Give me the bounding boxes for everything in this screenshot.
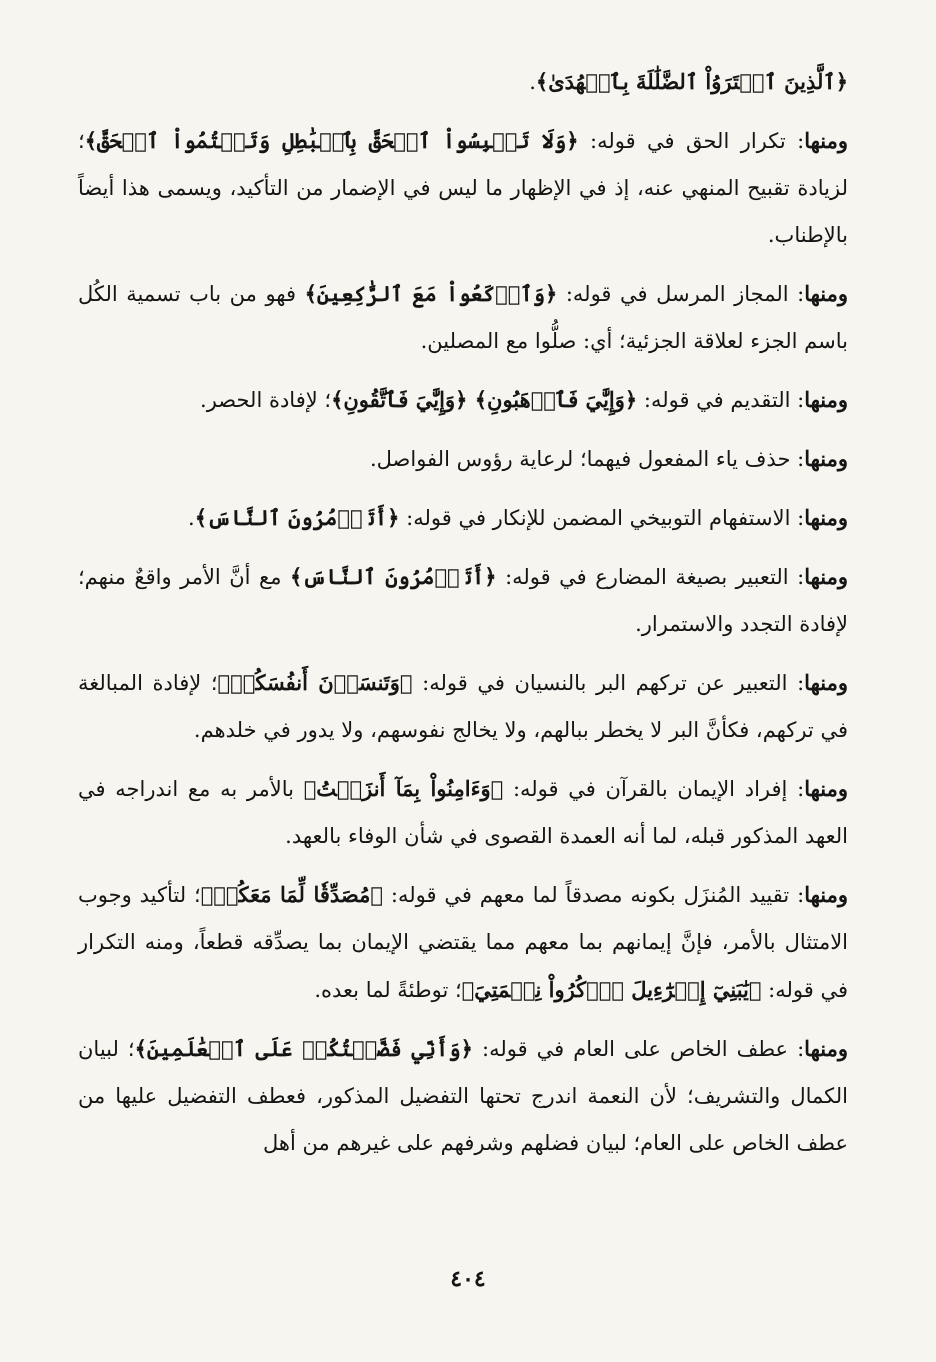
commentary-text: : التعبير بصيغة المضارع في قوله: [496,565,805,589]
paragraph-spacer [78,365,848,376]
commentary-text: . [529,70,536,94]
commentary-text: : حذف ياء المفعول فيهما؛ لرعاية رؤوس الفواصل. [369,447,805,471]
paragraph-lead-word: ومنها [804,128,848,153]
commentary-text: : تكرار الحق في قوله: [578,129,805,153]
paragraph-spacer [78,259,848,270]
page-number: ٤٠٤ [450,1266,486,1292]
commentary-text: ؛ لبيان الكمال والتشريف؛ لأن النعمة اندرج تحتها التفضيل المذكور، فعطف التفضيل عليها من عطف الخاص على العام؛ لبيان فضلهم وشرفهم على غيرهم من أهل [78,1037,848,1155]
paragraph-lead-word: ومنها [804,564,849,589]
commentary-text: : إفراد الإيمان بالقرآن في قوله: [503,777,805,801]
commentary-text: فهو من باب تسمية الكُل باسم الجزء لعلاقة الجزئية؛ أي: صلُّوا مع المصلين. [78,282,848,353]
continued-verse-line [78,58,848,106]
quran-verse-quote: ﴿أَتَأۡمُرُونَ ٱلنَّاسَ﴾ [194,505,400,530]
quran-verse-quote: ﴿يَٰبَنِيٓ إِسۡرَٰٓءِيلَ ٱذۡكُرُواْ نِعۡمَتِيَ﴾ [461,977,762,1002]
paragraph [78,494,848,542]
commentary-text: مع أنَّ الأمر واقعٌ منهم؛ لإفادة التجدد والاستمرار. [78,565,848,636]
paragraph-spacer [78,106,848,117]
quran-verse-quote: ﴿وَءَامِنُواْ بِمَآ أَنزَلۡتُ﴾ [303,776,504,801]
paragraph [78,117,848,259]
commentary-text: : الاستفهام التوبيخي المضمن للإنكار في قوله: [399,506,805,530]
paragraph-spacer [78,483,848,494]
paragraph-spacer [78,542,848,553]
quran-verse-quote: ﴿مُصَدِّقٗا لِّمَا مَعَكُمۡ﴾ [200,882,383,907]
paragraph-spacer [78,754,848,765]
paragraph-lead-word: ومنها [804,882,848,907]
quran-verse-quote: ﴿وَتَنسَوۡنَ أَنفُسَكُمۡ﴾ [217,670,413,695]
paragraph [78,553,848,648]
commentary-text: ؛ لزيادة تقبيح المنهي عنه، إذ في الإظهار ما ليس في الإضمار من التأكيد، ويسمى هذا أيضاً بالإطناب. [78,129,848,247]
paragraph-lead-word: ومنها [804,670,848,695]
quran-verse-quote: ﴿وَلَا تَلۡبِسُواْ ٱلۡحَقَّ بِٱلۡبَٰطِلِ وَتَكۡتُمُواْ ٱلۡحَقَّ﴾ [84,128,579,153]
paragraph [78,270,848,365]
commentary-text: : تقييد المُنزَل بكونه مصدقاً لما معهم في قوله: [382,883,805,907]
paragraph-spacer [78,1014,848,1025]
paragraph-lead-word: ومنها [804,446,848,471]
paragraph [78,1025,848,1167]
commentary-text: : التقديم في قوله: [637,388,805,412]
paragraph [78,376,848,424]
paragraph-lead-word: ومنها [804,387,848,412]
paragraph-lead-word: ومنها [804,1036,848,1061]
commentary-text: . [188,506,195,530]
commentary-text: ؛ لإفادة الحصر. [200,388,332,412]
paragraph [78,871,848,1014]
paragraph [78,435,848,483]
page-body-text [78,58,848,1167]
commentary-text: ؛ لتأكيد وجوب الامتثال بالأمر، فإنَّ إيمانهم بما معهم مما يقتضي الإيمان بما يصدِّقه قطعاً، ومنه التكرار في قوله: [78,883,848,1002]
commentary-text: ؛ لإفادة المبالغة في تركهم، فكأنَّ البر لا يخطر ببالهم، ولا يخالج نفوسهم، ولا يدور في خلدهم. [78,671,848,742]
commentary-text: بالأمر به مع اندراجه في العهد المذكور قبله، لما أنه العمدة القصوى في شأن الوفاء بالعهد. [78,777,848,848]
paragraph [78,659,848,754]
quran-verse-quote: ﴿ٱلَّذِينَ ٱشۡتَرَوُاْ ٱلضَّلَٰلَةَ بِٱلۡهُدَىٰ﴾ [535,69,848,94]
paragraph-spacer [78,648,848,659]
quran-verse-quote: ﴿وَٱرۡكَعُواْ مَعَ ٱلرَّٰكِعِينَ﴾ [304,281,558,306]
commentary-text: : المجاز المرسل في قوله: [557,282,805,306]
paragraph-spacer [78,860,848,871]
commentary-text: : التعبير عن تركهم البر بالنسيان في قوله: [412,671,805,695]
paragraph [78,765,848,860]
paragraph-lead-word: ومنها [804,281,848,306]
quran-verse-quote: ﴿وَأَنِّي فَضَّلۡتُكُمۡ عَلَى ٱلۡعَٰلَمِينَ﴾ [134,1036,473,1061]
quran-verse-quote: ﴿وَإِيَّٰيَ فَٱرۡهَبُونِ﴾ ﴿وَإِيَّٰيَ فَٱتَّقُونِ﴾ [331,387,638,412]
commentary-text: : عطف الخاص على العام في قوله: [472,1037,805,1061]
commentary-text: ؛ توطئةً لما بعده. [314,978,462,1002]
paragraph-lead-word: ومنها [804,505,848,530]
paragraph-lead-word: ومنها [804,776,849,801]
paragraph-spacer [78,424,848,435]
quran-verse-quote: ﴿أَتَأۡمُرُونَ ٱلنَّاسَ﴾ [289,564,497,589]
